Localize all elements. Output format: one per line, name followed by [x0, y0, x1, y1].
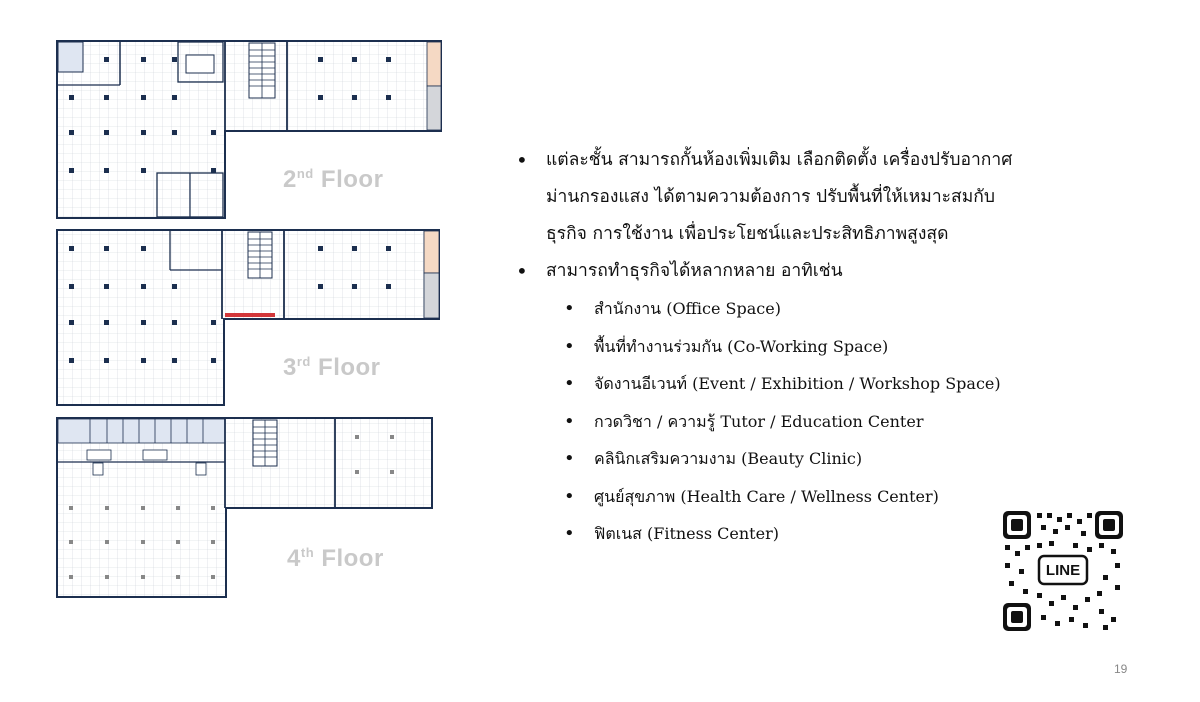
sub-bullet-event: • จัดงานอีเวนท์ (Event / Exhibition / Workshop Space): [512, 365, 1072, 403]
sub-bullet-health-care: • ศูนย์สุขภาพ (Health Care / Wellness Center): [512, 478, 1072, 516]
sub-bullet-tutor: • กวดวิชา / ความรู้ Tutor / Education Center: [512, 403, 1072, 441]
sub-bullet-office: • สำนักงาน (Office Space): [512, 290, 1072, 328]
plan-3rd-floor: [57, 230, 439, 405]
feature-bullets: [512, 142, 1072, 553]
floor-label-3rd: 3rd Floor: [283, 354, 381, 381]
bullet-partition-options: [512, 142, 1072, 253]
page-number: 19: [1114, 662, 1128, 676]
sub-bullet-beauty-clinic: • คลินิกเสริมความงาม (Beauty Clinic): [512, 440, 1072, 478]
sub-bullet-coworking: • พื้นที่ทำงานร่วมกัน (Co-Working Space): [512, 328, 1072, 366]
floor-label-4th: 4th Floor: [287, 545, 384, 572]
bullet-line: ธุรกิจ การใช้งาน เพื่อประโยชน์และประสิทธิภาพสูงสุด: [546, 224, 949, 244]
bullet-business-types: • สามารถทำธุรกิจได้หลากหลาย อาทิเช่น: [512, 253, 1072, 290]
floor-plan-drawing: [0, 0, 470, 620]
line-qr-code[interactable]: [1003, 511, 1123, 631]
floor-plans: [0, 0, 470, 620]
sub-bullet-fitness: • ฟิตเนส (Fitness Center): [512, 515, 1072, 553]
floor-label-2nd: 2nd Floor: [283, 166, 384, 193]
bullet-line: ม่านกรองแสง ได้ตามความต้องการ ปรับพื้นที่ให้เหมาะสมกับ: [546, 187, 995, 207]
qr-line-label: LINE: [1045, 562, 1081, 579]
bullet-line: • แต่ละชั้น สามารถกั้นห้องเพิ่มเติม เลือกติดตั้ง เครื่องปรับอากาศ: [546, 150, 1013, 170]
